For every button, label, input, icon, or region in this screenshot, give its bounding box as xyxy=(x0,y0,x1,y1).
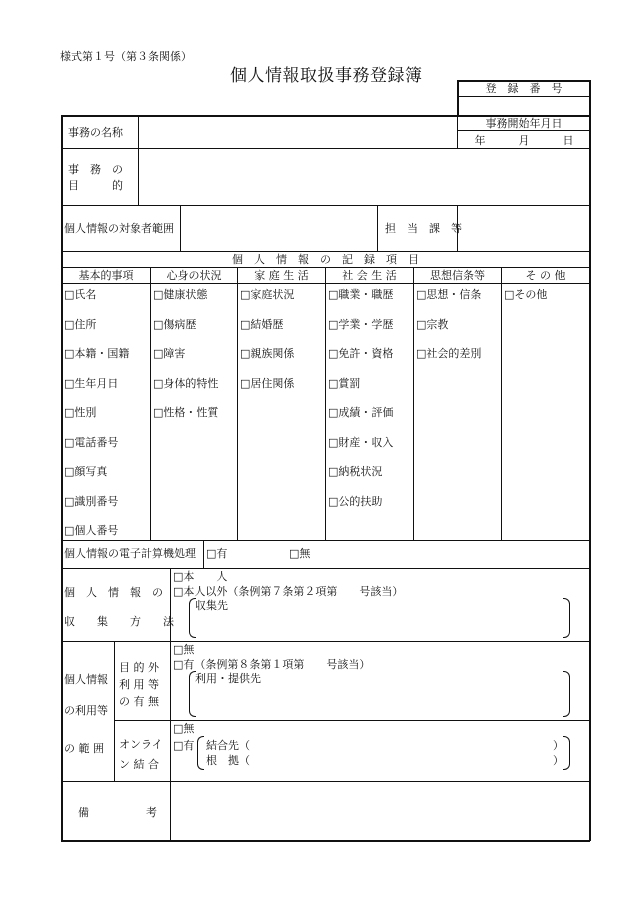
outside-use-yes-checkbox[interactable]: □有（条例第８条第１項第 号該当） xyxy=(173,658,371,671)
department-label: 担 当 課 等 xyxy=(385,222,462,235)
registration-number-field[interactable] xyxy=(458,97,589,115)
item-illness-checkbox[interactable]: □傷病歴 xyxy=(153,318,197,331)
start-date-label: 事務開始年月日 xyxy=(485,117,563,130)
collection-source-label: 収集先 xyxy=(195,599,228,612)
outside-use-provider-field[interactable] xyxy=(197,686,559,713)
online-basis-close: ） xyxy=(553,754,564,767)
online-destination-field[interactable] xyxy=(262,738,550,752)
online-yes-checkbox[interactable]: □有 xyxy=(173,739,195,752)
purpose-field[interactable] xyxy=(140,150,588,204)
office-name-label: 事務の名称 xyxy=(68,126,123,139)
collection-source-field[interactable] xyxy=(197,613,559,635)
item-other-checkbox[interactable]: □その他 xyxy=(504,288,548,301)
target-scope-label: 個人情報の対象者範囲 xyxy=(64,222,174,235)
item-discrimination-checkbox[interactable]: □社会的差別 xyxy=(416,347,482,360)
item-photo-checkbox[interactable]: □顔写真 xyxy=(64,465,108,478)
item-domicile-checkbox[interactable]: □本籍・国籍 xyxy=(64,347,130,360)
outside-use-label-line3: の 有 無 xyxy=(119,695,159,708)
item-awards-checkbox[interactable]: □賞罰 xyxy=(328,377,361,390)
record-items-heading: 個 人 情 報 の 記 録 項 目 xyxy=(232,253,419,266)
item-education-checkbox[interactable]: □学業・学歴 xyxy=(328,318,394,331)
online-bracket-right xyxy=(563,736,570,770)
collection-label-line2: 収 集 方 法 xyxy=(64,615,174,628)
item-phone-checkbox[interactable]: □電話番号 xyxy=(64,436,119,449)
computer-processing-label: 個人情報の電子計算機処理 xyxy=(64,547,196,560)
item-birthdate-checkbox[interactable]: □生年月日 xyxy=(64,377,119,390)
office-name-field[interactable] xyxy=(140,117,455,147)
use-scope-label-line2: の利用等 xyxy=(64,704,108,717)
use-scope-label-line3: の 範 囲 xyxy=(64,742,104,755)
category-basic: 基本的事項 xyxy=(78,269,134,282)
department-field[interactable] xyxy=(459,207,588,250)
item-religion-checkbox[interactable]: □宗教 xyxy=(416,318,449,331)
item-residence-checkbox[interactable]: □居住関係 xyxy=(240,377,295,390)
computer-no-checkbox[interactable]: □無 xyxy=(289,547,311,560)
online-destination-close: ） xyxy=(553,739,564,752)
purpose-label-line2: 目 的 xyxy=(68,179,123,192)
remarks-label-1: 備 xyxy=(78,806,89,819)
use-scope-label-line1: 個人情報 xyxy=(64,673,108,686)
purpose-label-line1: 事 務 の xyxy=(68,163,123,176)
form-number: 様式第１号（第３条関係） xyxy=(60,50,192,63)
category-belief: 思想信条等 xyxy=(430,269,485,282)
remarks-label-2: 考 xyxy=(146,806,157,819)
item-physical-checkbox[interactable]: □身体的特性 xyxy=(153,377,219,390)
outside-use-bracket-right xyxy=(563,671,570,717)
document-title: 個人情報取扱事務登録簿 xyxy=(230,66,423,86)
online-bracket-left xyxy=(197,736,204,770)
item-my-number-checkbox[interactable]: □個人番号 xyxy=(64,524,119,537)
item-disability-checkbox[interactable]: □障害 xyxy=(153,347,186,360)
remarks-field[interactable] xyxy=(172,783,588,839)
item-license-checkbox[interactable]: □免許・資格 xyxy=(328,347,394,360)
online-none-checkbox[interactable]: □無 xyxy=(173,722,195,735)
collection-label-line1: 個 人 情 報 の xyxy=(64,586,163,599)
item-name-checkbox[interactable]: □氏名 xyxy=(64,288,97,301)
outside-use-none-checkbox[interactable]: □無 xyxy=(173,643,195,656)
item-tax-checkbox[interactable]: □納税状況 xyxy=(328,465,383,478)
category-body: 心身の状況 xyxy=(166,269,222,282)
item-gender-checkbox[interactable]: □性別 xyxy=(64,406,97,419)
online-destination-label: 結合先（ xyxy=(206,739,250,752)
category-other: そ の 他 xyxy=(525,269,566,282)
registration-number-label: 登 録 番 号 xyxy=(485,82,563,95)
online-link-label-line1: オンライ xyxy=(119,738,163,751)
item-id-number-checkbox[interactable]: □識別番号 xyxy=(64,495,119,508)
item-assets-checkbox[interactable]: □財産・収入 xyxy=(328,436,394,449)
collection-bracket-right xyxy=(563,598,570,638)
outside-use-label-line2: 利 用 等 xyxy=(119,678,159,691)
collection-others-checkbox[interactable]: □本人以外（条例第７条第２項第 号該当） xyxy=(173,585,404,598)
collection-self-checkbox[interactable]: □本 人 xyxy=(173,570,228,583)
item-family-status-checkbox[interactable]: □家庭状況 xyxy=(240,288,295,301)
outside-use-provider-label: 利用・提供先 xyxy=(195,672,261,685)
online-basis-label: 根 拠（ xyxy=(206,754,250,767)
category-social: 社 会 生 活 xyxy=(342,269,397,282)
outside-use-label-line1: 目 的 外 xyxy=(119,661,159,674)
item-occupation-checkbox[interactable]: □職業・職歴 xyxy=(328,288,394,301)
category-family: 家 庭 生 活 xyxy=(254,269,309,282)
item-address-checkbox[interactable]: □住所 xyxy=(64,318,97,331)
item-assistance-checkbox[interactable]: □公的扶助 xyxy=(328,495,383,508)
computer-yes-checkbox[interactable]: □有 xyxy=(206,547,228,560)
item-belief-checkbox[interactable]: □思想・信条 xyxy=(416,288,482,301)
item-personality-checkbox[interactable]: □性格・性質 xyxy=(153,406,219,419)
target-scope-field[interactable] xyxy=(182,207,375,250)
item-relatives-checkbox[interactable]: □親族関係 xyxy=(240,347,295,360)
online-link-label-line2: ン 結 合 xyxy=(119,758,159,771)
item-evaluation-checkbox[interactable]: □成績・評価 xyxy=(328,406,394,419)
start-date-field[interactable]: 年 月 日 xyxy=(474,134,574,147)
online-basis-field[interactable] xyxy=(262,753,550,767)
item-health-checkbox[interactable]: □健康状態 xyxy=(153,288,208,301)
item-marriage-checkbox[interactable]: □結婚歴 xyxy=(240,318,284,331)
